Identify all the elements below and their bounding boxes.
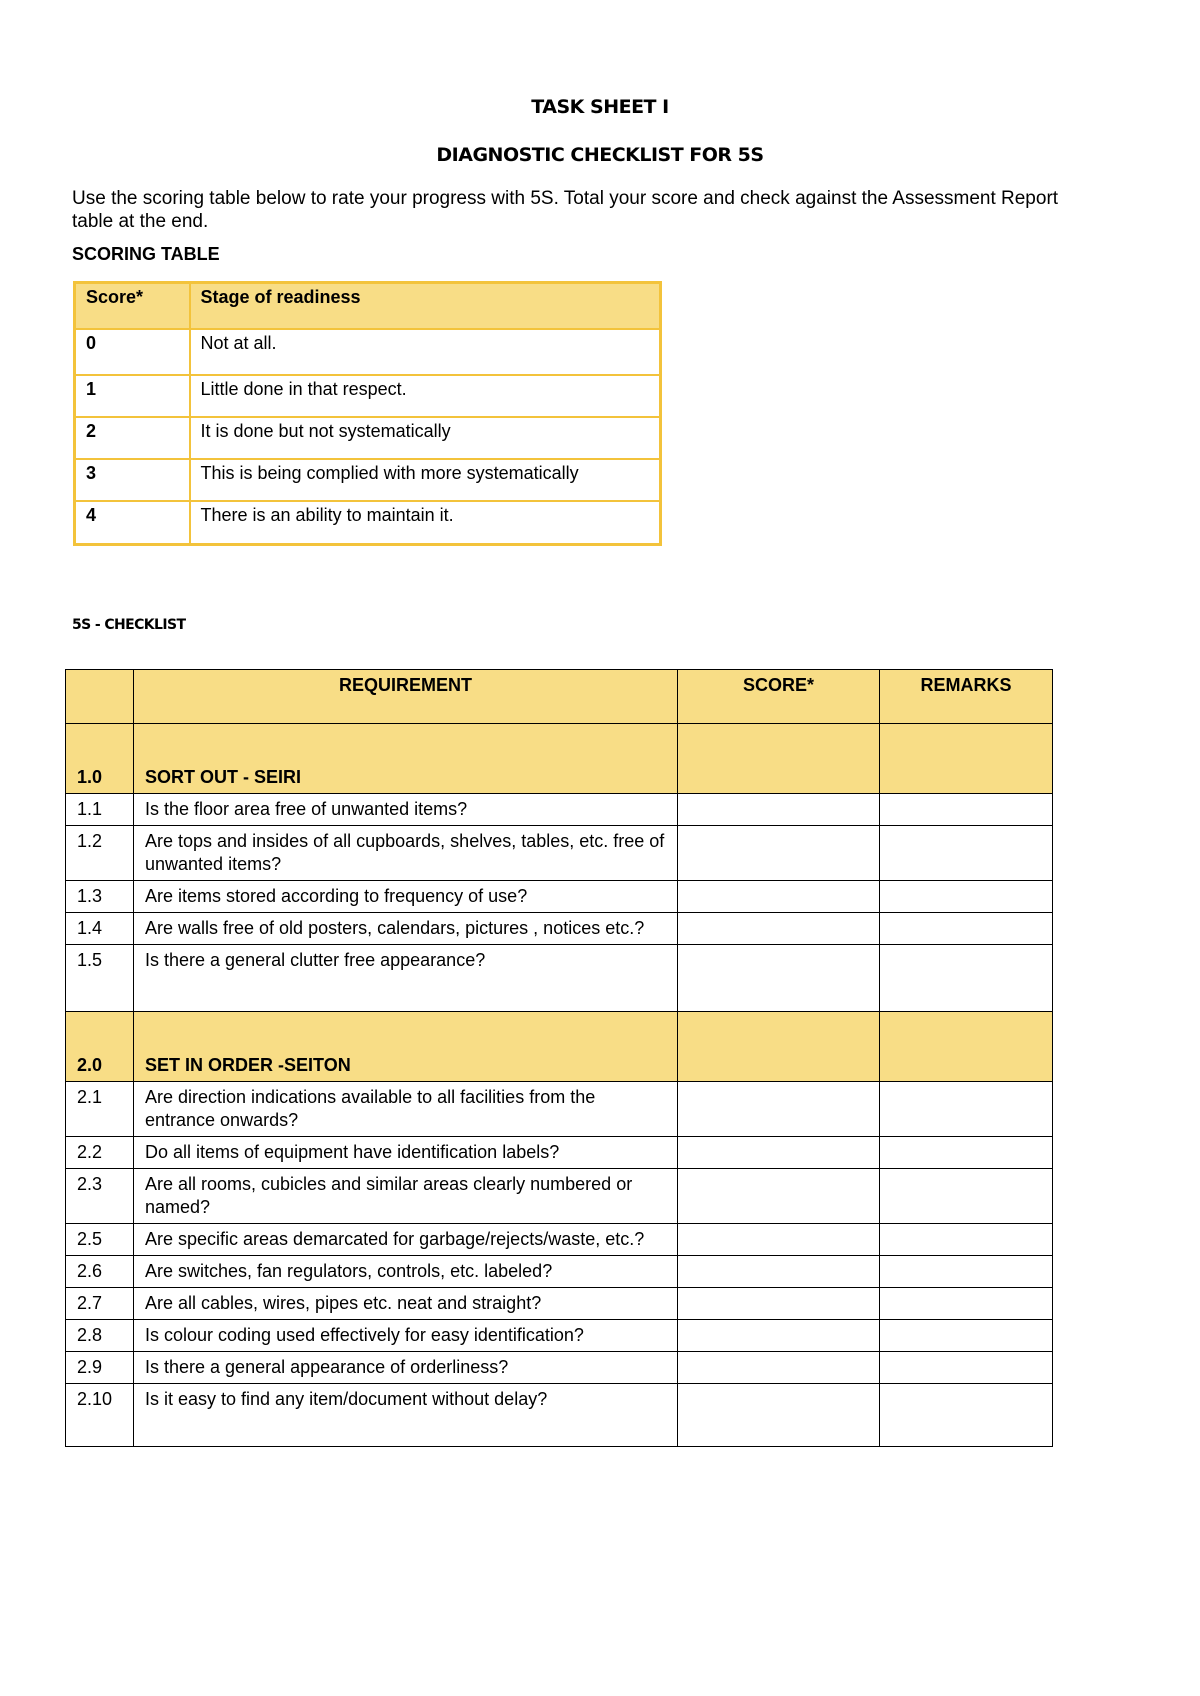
item-remarks-cell[interactable] (880, 913, 1053, 945)
item-requirement: Are all cables, wires, pipes etc. neat and straight? (134, 1288, 678, 1320)
item-remarks-cell[interactable] (880, 945, 1053, 1012)
section-remarks-cell (880, 724, 1053, 794)
item-score-cell[interactable] (678, 945, 880, 1012)
item-requirement: Are switches, fan regulators, controls, etc. labeled? (134, 1256, 678, 1288)
item-remarks-cell[interactable] (880, 1288, 1053, 1320)
item-score-cell[interactable] (678, 913, 880, 945)
checklist-item-row (66, 1082, 1053, 1137)
page-title: TASK SHEET I (531, 96, 669, 118)
checklist-section-row (66, 1012, 1053, 1082)
item-remarks-cell[interactable] (880, 826, 1053, 881)
item-requirement: Is the floor area free of unwanted items? (134, 794, 678, 826)
checklist-item-row (66, 826, 1053, 881)
item-requirement: Are specific areas demarcated for garbage/rejects/waste, etc.? (134, 1224, 678, 1256)
item-number: 1.4 (66, 913, 134, 945)
item-score-cell[interactable] (678, 1224, 880, 1256)
checklist-item-row (66, 1320, 1053, 1352)
item-number: 1.2 (66, 826, 134, 881)
item-score-cell[interactable] (678, 1169, 880, 1224)
item-number: 2.5 (66, 1224, 134, 1256)
section-number: 1.0 (66, 724, 134, 794)
item-score-cell[interactable] (678, 1256, 880, 1288)
intro-text: Use the scoring table below to rate your progress with 5S. Total your score and check against the Assessment Report table at the end. (72, 188, 1059, 232)
item-remarks-cell[interactable] (880, 1384, 1053, 1447)
item-remarks-cell[interactable] (880, 1137, 1053, 1169)
item-score-cell[interactable] (678, 1320, 880, 1352)
scoring-score-cell: 4 (75, 501, 190, 545)
checklist-item-row (66, 1288, 1053, 1320)
item-score-cell[interactable] (678, 881, 880, 913)
item-remarks-cell[interactable] (880, 1169, 1053, 1224)
item-score-cell[interactable] (678, 1137, 880, 1169)
section-title: SORT OUT - SEIRI (134, 724, 678, 794)
checklist-item-row (66, 1384, 1053, 1447)
checklist-header-row (66, 670, 1053, 724)
checklist-item-row (66, 1352, 1053, 1384)
item-requirement: Do all items of equipment have identification labels? (134, 1137, 678, 1169)
scoring-score-cell: 0 (75, 329, 190, 375)
scoring-row (75, 459, 661, 501)
checklist-item-row (66, 881, 1053, 913)
section-score-cell (678, 1012, 880, 1082)
item-requirement: Are walls free of old posters, calendars, pictures , notices etc.? (134, 913, 678, 945)
item-score-cell[interactable] (678, 794, 880, 826)
item-requirement: Are tops and insides of all cupboards, shelves, tables, etc. free of unwanted items? (134, 826, 678, 881)
checklist-item-row (66, 1256, 1053, 1288)
checklist-col-requirement: REQUIREMENT (134, 670, 678, 724)
item-score-cell[interactable] (678, 1082, 880, 1137)
item-requirement: Are items stored according to frequency of use? (134, 881, 678, 913)
item-number: 2.8 (66, 1320, 134, 1352)
scoring-score-cell: 3 (75, 459, 190, 501)
scoring-score-cell: 1 (75, 375, 190, 417)
checklist-heading: 5S - CHECKLIST (72, 617, 186, 633)
checklist-item-row (66, 1169, 1053, 1224)
checklist-col-number (66, 670, 134, 724)
item-score-cell[interactable] (678, 826, 880, 881)
item-number: 1.1 (66, 794, 134, 826)
checklist-item-row (66, 945, 1053, 1012)
item-number: 2.9 (66, 1352, 134, 1384)
item-remarks-cell[interactable] (880, 881, 1053, 913)
checklist-section-row (66, 724, 1053, 794)
item-number: 2.2 (66, 1137, 134, 1169)
item-remarks-cell[interactable] (880, 1224, 1053, 1256)
scoring-stage-cell: It is done but not systematically (190, 417, 661, 459)
checklist-item-row (66, 794, 1053, 826)
item-requirement: Is colour coding used effectively for easy identification? (134, 1320, 678, 1352)
scoring-table (73, 281, 662, 546)
checklist-col-score: SCORE* (678, 670, 880, 724)
scoring-row (75, 501, 661, 545)
item-requirement: Are all rooms, cubicles and similar areas clearly numbered or named? (134, 1169, 678, 1224)
scoring-row (75, 329, 661, 375)
item-score-cell[interactable] (678, 1288, 880, 1320)
item-number: 1.5 (66, 945, 134, 1012)
section-title: SET IN ORDER -SEITON (134, 1012, 678, 1082)
scoring-col-stage: Stage of readiness (190, 283, 661, 329)
checklist-table (65, 669, 1053, 1447)
item-number: 2.10 (66, 1384, 134, 1447)
checklist-item-row (66, 913, 1053, 945)
section-number: 2.0 (66, 1012, 134, 1082)
item-requirement: Is it easy to find any item/document without delay? (134, 1384, 678, 1447)
item-remarks-cell[interactable] (880, 1352, 1053, 1384)
item-number: 2.1 (66, 1082, 134, 1137)
section-remarks-cell (880, 1012, 1053, 1082)
scoring-row (75, 417, 661, 459)
scoring-stage-cell: There is an ability to maintain it. (190, 501, 661, 545)
item-number: 2.6 (66, 1256, 134, 1288)
item-score-cell[interactable] (678, 1384, 880, 1447)
item-remarks-cell[interactable] (880, 794, 1053, 826)
item-remarks-cell[interactable] (880, 1082, 1053, 1137)
item-remarks-cell[interactable] (880, 1320, 1053, 1352)
scoring-score-cell: 2 (75, 417, 190, 459)
scoring-stage-cell: Little done in that respect. (190, 375, 661, 417)
item-number: 2.7 (66, 1288, 134, 1320)
checklist-col-remarks: REMARKS (880, 670, 1053, 724)
item-requirement: Is there a general clutter free appearance? (134, 945, 678, 1012)
scoring-stage-cell: Not at all. (190, 329, 661, 375)
item-score-cell[interactable] (678, 1352, 880, 1384)
item-number: 1.3 (66, 881, 134, 913)
checklist-item-row (66, 1137, 1053, 1169)
item-remarks-cell[interactable] (880, 1256, 1053, 1288)
scoring-stage-cell: This is being complied with more systematically (190, 459, 661, 501)
scoring-row (75, 375, 661, 417)
checklist-item-row (66, 1224, 1053, 1256)
page-subtitle: DIAGNOSTIC CHECKLIST FOR 5S (436, 144, 764, 166)
item-number: 2.3 (66, 1169, 134, 1224)
section-score-cell (678, 724, 880, 794)
scoring-header-row (75, 283, 661, 329)
item-requirement: Is there a general appearance of orderliness? (134, 1352, 678, 1384)
scoring-col-score: Score* (75, 283, 190, 329)
scoring-table-heading: SCORING TABLE (72, 244, 220, 264)
item-requirement: Are direction indications available to all facilities from the entrance onwards? (134, 1082, 678, 1137)
